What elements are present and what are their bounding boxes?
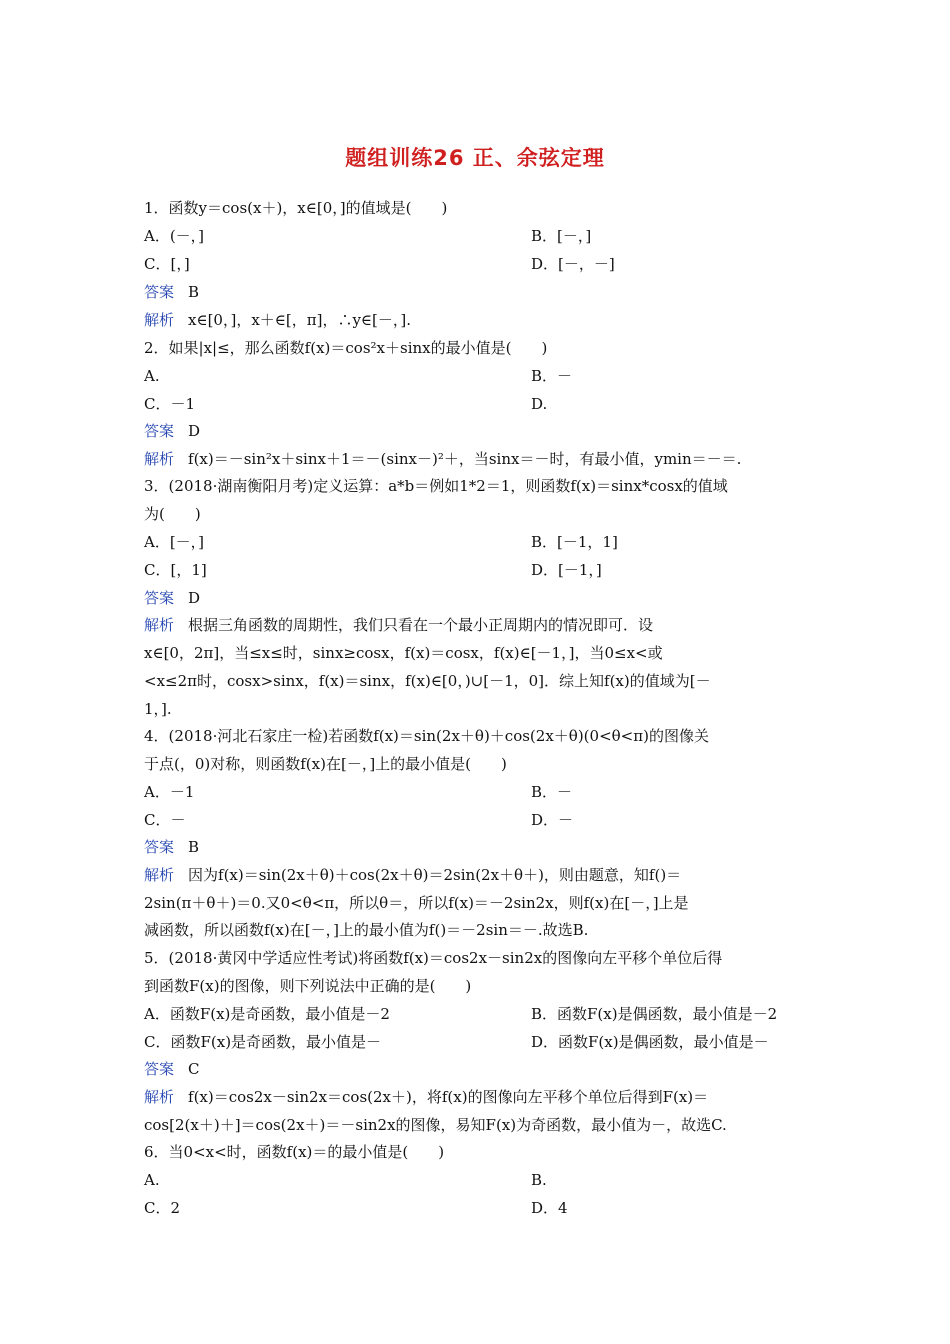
- question-3-option-d: D．[－1，]: [531, 561, 602, 579]
- question-2-option-b: B．－: [531, 367, 573, 385]
- question-4-option-d: D．－: [531, 811, 574, 829]
- page-title: 题组训练26 正、余弦定理: [345, 146, 605, 170]
- question-2-option-c: C．－1: [144, 395, 196, 413]
- question-5-option-d: D．函数F(x)是偶函数，最小值是－: [531, 1033, 769, 1051]
- answer-label: 答案: [144, 838, 175, 856]
- question-3-analysis-line-1: [144, 611, 807, 639]
- question-3-analysis-line-3: <x≤2π时，cosx>sinx，f(x)＝sinx，f(x)∈[0，)∪[－1，0]．综上知f(x)的值域为[－: [144, 672, 711, 690]
- question-5-analysis-line-2: cos[2(x＋)＋]＝cos(2x＋)＝－sin2x的图像，易知F(x)为奇函数，最小值为－，故选C.: [144, 1116, 727, 1134]
- question-1-stem: 1．函数y＝cos(x＋)，x∈[0，]的值域是( ): [144, 199, 448, 217]
- question-3-option-b: B．[－1，1]: [531, 533, 618, 551]
- question-1-option-b: B．[－，]: [531, 227, 592, 245]
- question-5-option-a: A．函数F(x)是奇函数，最小值是－2: [144, 1005, 390, 1023]
- answer-value: B: [188, 283, 200, 301]
- question-4-analysis-line-3: 减函数，所以函数f(x)在[－，]上的最小值为f()＝－2sin＝－.故选B.: [144, 921, 589, 939]
- question-6-stem: 6．当0<x<时，函数f(x)＝的最小值是( ): [144, 1143, 445, 1161]
- question-4-stem-line-1: 4．(2018·河北石家庄一检)若函数f(x)＝sin(2x＋θ)＋cos(2x＋θ)(0<θ<π)的图像关: [144, 727, 709, 745]
- question-1-option-a: A．(－，]: [144, 227, 205, 245]
- question-3-option-a: A．[－，]: [144, 533, 205, 551]
- question-5-analysis-line-1: [144, 1083, 807, 1111]
- question-3-analysis-line-2: x∈[0，2π]，当≤x≤时，sinx≥cosx，f(x)＝cosx，f(x)∈[－1，]，当0≤x<或: [144, 644, 663, 662]
- answer-label: 答案: [144, 589, 175, 607]
- question-4-answer: [144, 833, 807, 861]
- analysis-text: f(x)＝cos2x－sin2x＝cos(2x＋)，将f(x)的图像向左平移个单位后得到F(x)＝: [188, 1088, 709, 1106]
- answer-value: C: [188, 1060, 200, 1078]
- question-5-answer: [144, 1055, 807, 1083]
- question-6-option-d: D．4: [531, 1199, 568, 1217]
- question-3-option-c: C．[，1]: [144, 561, 207, 579]
- question-1-answer: [144, 278, 807, 306]
- question-3-stem-line-1: 3．(2018·湖南衡阳月考)定义运算：a*b＝例如1*2＝1，则函数f(x)＝sinx*cosx的值域: [144, 477, 728, 495]
- question-4-option-c: C．－: [144, 811, 186, 829]
- analysis-text: x∈[0，]，x＋∈[，π]，∴y∈[－，].: [188, 311, 412, 329]
- question-3-analysis-line-4: 1，].: [144, 700, 172, 718]
- question-1-option-c: C．[，]: [144, 255, 190, 273]
- question-2-analysis: [144, 445, 807, 473]
- question-4-stem-line-2: 于点(，0)对称，则函数f(x)在[－，]上的最小值是( ): [144, 755, 507, 773]
- analysis-label: 解析: [144, 450, 175, 468]
- analysis-text: 因为f(x)＝sin(2x＋θ)＋cos(2x＋θ)＝2sin(2x＋θ＋)，则由题意，知f()＝: [188, 866, 682, 884]
- question-6-option-b: B.: [531, 1171, 547, 1189]
- answer-label: 答案: [144, 422, 175, 440]
- question-2-option-a: A.: [144, 367, 160, 385]
- question-3-answer: [144, 584, 807, 612]
- answer-value: B: [188, 838, 200, 856]
- question-2-option-d: D.: [531, 395, 548, 413]
- question-1-analysis: [144, 306, 807, 334]
- question-4-option-b: B．－: [531, 783, 573, 801]
- question-3-stem-line-2: 为( ): [144, 505, 201, 523]
- question-5-stem-line-2: 到函数F(x)的图像，则下列说法中正确的是( ): [144, 977, 472, 995]
- question-1-option-d: D．[－，－]: [531, 255, 615, 273]
- question-4-analysis-line-1: [144, 861, 807, 889]
- question-5-option-c: C．函数F(x)是奇函数，最小值是－: [144, 1033, 382, 1051]
- analysis-label: 解析: [144, 866, 175, 884]
- question-6-option-a: A.: [144, 1171, 160, 1189]
- answer-value: D: [188, 589, 201, 607]
- question-5-stem-line-1: 5．(2018·黄冈中学适应性考试)将函数f(x)＝cos2x－sin2x的图像向左平移个单位后得: [144, 949, 723, 967]
- answer-value: D: [188, 422, 201, 440]
- question-5-option-b: B．函数F(x)是偶函数，最小值是－2: [531, 1005, 778, 1023]
- question-4-option-a: A．－1: [144, 783, 195, 801]
- analysis-label: 解析: [144, 616, 175, 634]
- question-2-answer: [144, 417, 807, 445]
- analysis-label: 解析: [144, 1088, 175, 1106]
- question-4-analysis-line-2: 2sin(π＋θ＋)＝0.又0<θ<π，所以θ＝，所以f(x)＝－2sin2x，则f(x)在[－，]上是: [144, 894, 689, 912]
- question-2-stem: 2．如果|x|≤，那么函数f(x)＝cos²x＋sinx的最小值是( ): [144, 339, 548, 357]
- question-6-option-c: C．2: [144, 1199, 181, 1217]
- analysis-text: f(x)＝－sin²x＋sinx＋1＝－(sinx－)²＋，当sinx＝－时，有最小值，ymin＝－＝.: [188, 450, 742, 468]
- answer-label: 答案: [144, 283, 175, 301]
- answer-label: 答案: [144, 1060, 175, 1078]
- analysis-label: 解析: [144, 311, 175, 329]
- analysis-text: 根据三角函数的周期性，我们只看在一个最小正周期内的情况即可．设: [188, 616, 654, 634]
